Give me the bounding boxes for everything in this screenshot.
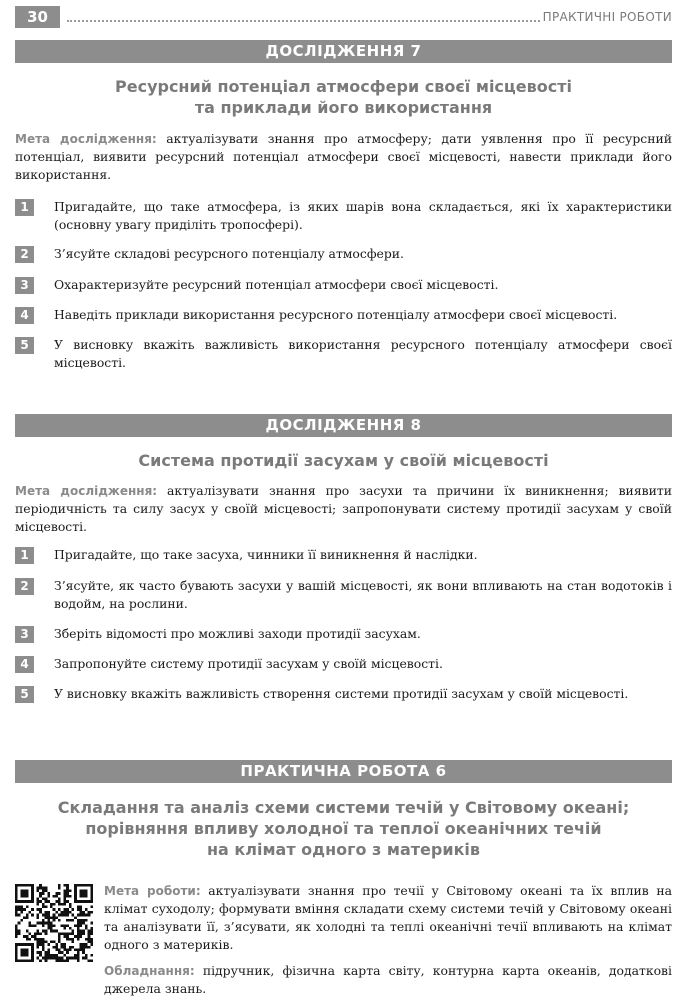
goal-label: Мета роботи: [104, 884, 201, 898]
title-line: на клімат одного з материків [206, 840, 481, 859]
goal-label: Мета дослідження: [15, 132, 157, 146]
task-number: 3 [15, 626, 34, 643]
task-item [15, 306, 672, 324]
task-number: 3 [15, 277, 34, 294]
work-equipment [104, 962, 672, 998]
research-goal [15, 130, 672, 184]
task-text: З’ясуйте, як часто бувають засухи у вашій місцевості, як вони впливають на стан водотоків і водойм, на рослини. [54, 578, 672, 611]
title-line: Система протидії засухам у своїй місцевості [138, 451, 549, 470]
task-item [15, 546, 672, 564]
task-item [15, 577, 672, 613]
running-header [15, 6, 672, 28]
task-number: 2 [15, 578, 34, 595]
page-number: 30 [15, 6, 60, 28]
task-number: 4 [15, 307, 34, 324]
task-number: 1 [15, 199, 34, 216]
section-title-research-8 [15, 450, 672, 471]
section-banner-research-7: ДОСЛІДЖЕННЯ 7 [15, 40, 672, 63]
task-text: Запропонуйте систему протидії засухам у своїй місцевості. [54, 656, 443, 671]
running-title: ПРАКТИЧНІ РОБОТИ [542, 10, 672, 24]
task-text: З’ясуйте складові ресурсного потенціалу атмосфери. [54, 246, 404, 261]
research-goal [15, 482, 672, 536]
task-item [15, 245, 672, 263]
task-text: Пригадайте, що таке засуха, чинники її виникнення й наслідки. [54, 547, 478, 562]
task-item [15, 625, 672, 643]
task-item [15, 685, 672, 703]
title-line: та приклади його використання [194, 98, 493, 117]
task-text: У висновку вкажіть важливість використання ресурсного потенціалу атмосфери своєї місцевості. [54, 337, 672, 370]
task-text: У висновку вкажіть важливість створення системи протидії засухам у своїй місцевості. [54, 686, 629, 701]
qr-code-icon[interactable] [15, 884, 93, 962]
title-line: порівняння впливу холодної та теплої океанічних течій [85, 819, 602, 838]
section-banner-practical-6: ПРАКТИЧНА РОБОТА 6 [15, 760, 672, 783]
task-number: 4 [15, 656, 34, 673]
task-item [15, 336, 672, 372]
title-line: Ресурсний потенціал атмосфери своєї місцевості [115, 77, 572, 96]
goal-text: актуалізувати знання про течії у Світовому океані та їх вплив на клімат суходолу; формувати вміння складати схему системи течій у Світовому океані та аналізувати її, з’ясувати, як холодні та теплі океанічні течії впливають на клімат одного з материків. [104, 883, 672, 952]
header-dotted-leader [67, 20, 540, 22]
task-number: 5 [15, 686, 34, 703]
task-item [15, 198, 672, 234]
goal-text: актуалізувати знання про засухи та причини їх виникнення; виявити періодичність та силу засух у своїй місцевості; запропонувати систему протидії засухам у своїй місцевості. [15, 483, 672, 534]
section-banner-research-8: ДОСЛІДЖЕННЯ 8 [15, 414, 672, 437]
task-item [15, 276, 672, 294]
task-number: 5 [15, 337, 34, 354]
equipment-label: Обладнання: [104, 964, 195, 978]
task-text: Охарактеризуйте ресурсний потенціал атмосфери своєї місцевості. [54, 277, 499, 292]
goal-text: актуалізувати знання про атмосферу; дати уявлення про її ресурсний потенціал, виявити ресурсний потенціал атмосфери своєї місцевості, навести приклади його використання. [15, 131, 672, 182]
title-line: Складання та аналіз схеми системи течій у Світовому океані; [57, 798, 630, 817]
section-title-practical-6 [15, 797, 672, 860]
section-title-research-7 [15, 76, 672, 118]
task-text: Наведіть приклади використання ресурсного потенціалу атмосфери своєї місцевості. [54, 307, 618, 322]
equipment-text: підручник, фізична карта світу, контурна карта океанів, додаткові джерела знань. [104, 963, 672, 996]
task-item [15, 655, 672, 673]
goal-label: Мета дослідження: [15, 484, 158, 498]
task-text: Пригадайте, що таке атмосфера, із яких шарів вона складається, які їх характеристики (основну увагу приділіть тропосфері). [54, 199, 672, 232]
task-number: 2 [15, 246, 34, 263]
task-text: Зберіть відомості про можливі заходи протидії засухам. [54, 626, 421, 641]
task-number: 1 [15, 547, 34, 564]
work-goal [104, 882, 672, 954]
